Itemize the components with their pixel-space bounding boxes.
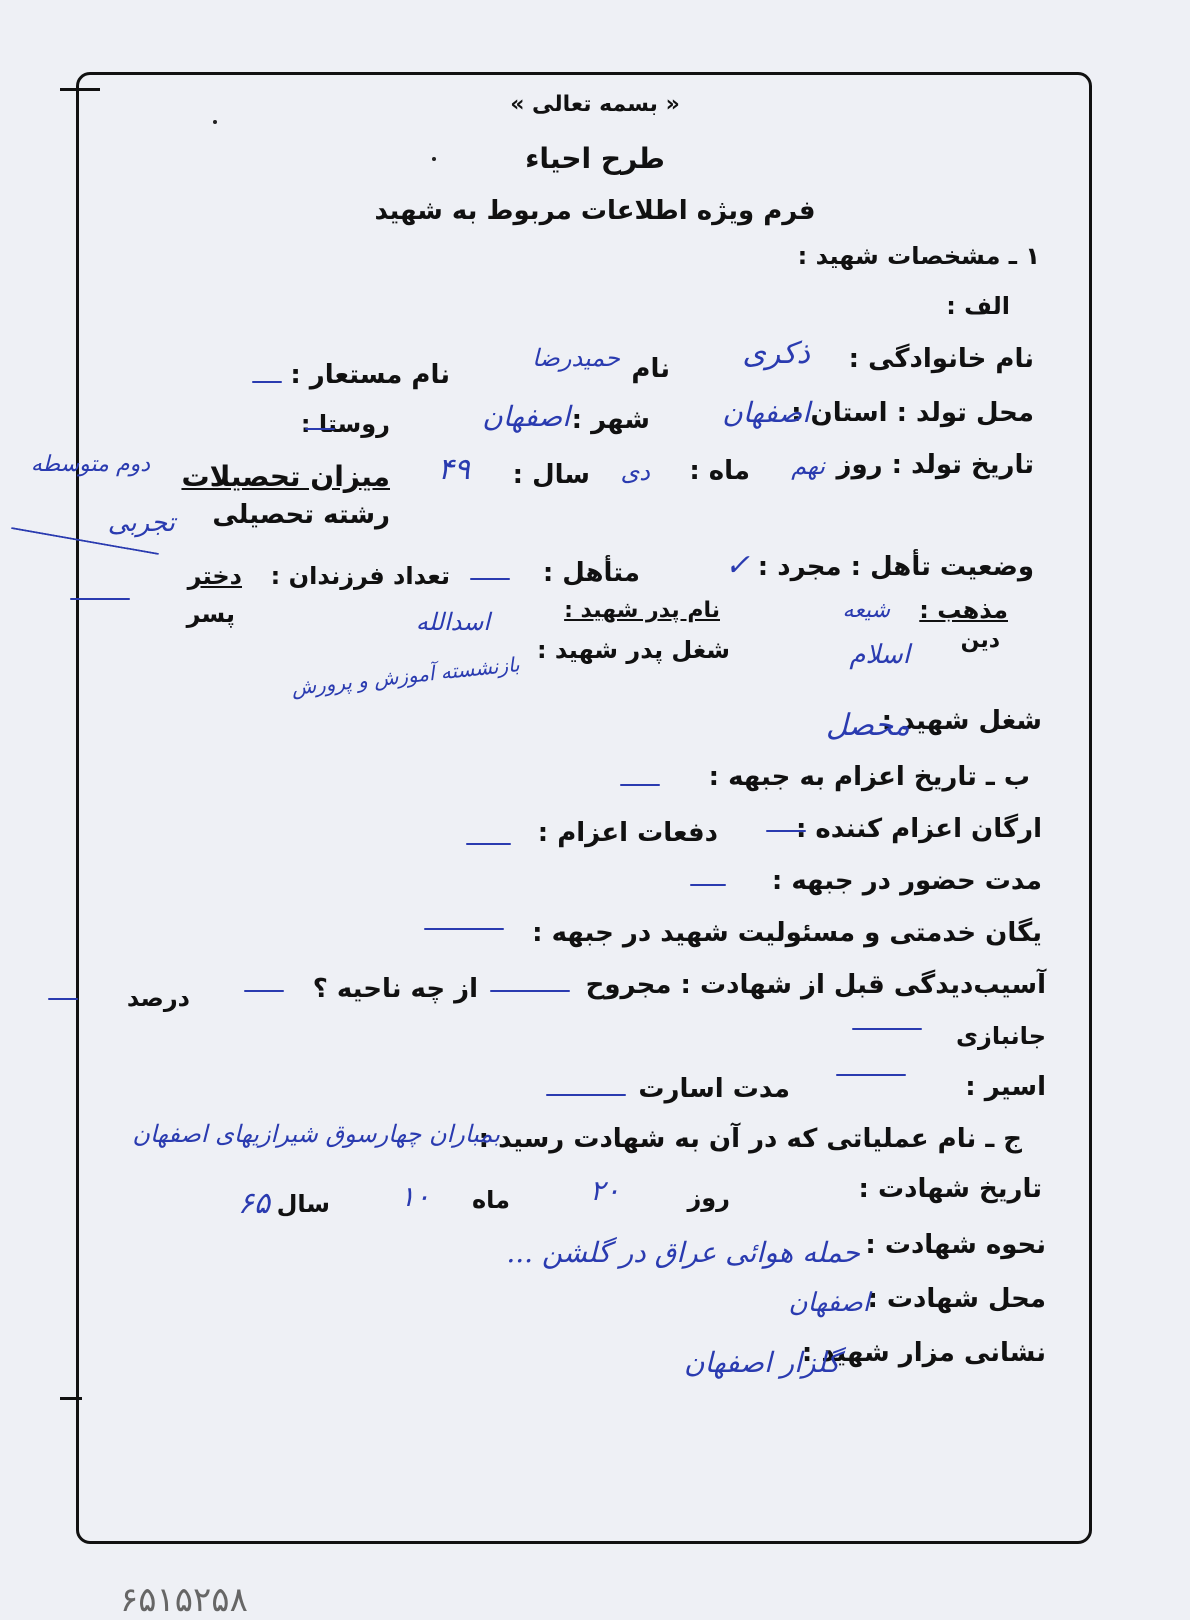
year-label: سال : (512, 460, 590, 490)
front-duration-label: مدت حضور در جبهه : (771, 866, 1042, 896)
plan-title: طرح احیاء (525, 142, 665, 175)
captivity-label: مدت اسارت (638, 1074, 790, 1104)
martyr-job-label: شغل شهید : (881, 706, 1042, 736)
manner-value: حمله هوائی عراق در گلشن ... (506, 1236, 860, 1269)
family-name-label: نام خانوادگی : (848, 344, 1034, 374)
percent-blank (48, 998, 78, 1000)
city-value: اصفهان (482, 400, 570, 433)
birth-month-value: دی (620, 458, 650, 486)
field-value: تجربی (107, 508, 175, 538)
father-name-value: اسدالله (415, 608, 490, 636)
form-border (76, 72, 1092, 1544)
dispatch-org-label: ارگان اعزام کننده : (795, 814, 1042, 844)
field-label: رشته تحصیلی (212, 500, 390, 530)
father-name-label: نام پدر شهید : (564, 598, 720, 623)
married-blank (470, 578, 510, 580)
village-label: روستا : (300, 410, 390, 438)
death-place-label: محل شهادت : (867, 1284, 1046, 1314)
part-a: الف : (946, 292, 1010, 320)
dispatch-date-blank (620, 784, 660, 786)
death-day-value: ۲۰ (589, 1174, 620, 1207)
speck (213, 120, 217, 124)
dispatch-org-blank (766, 830, 806, 832)
veteran-blank (852, 1028, 922, 1030)
dispatch-count-label: دفعات اعزام : (537, 818, 718, 848)
form-title: فرم ویژه اطلاعات مربوط به شهید (374, 196, 816, 226)
death-month-value: ۱۰ (399, 1180, 430, 1213)
single-check: ✓ (724, 548, 750, 583)
dispatch-count-blank (466, 843, 511, 845)
injury-blank (490, 990, 570, 992)
manner-label: نحوه شهادت : (865, 1230, 1046, 1260)
captive-label: اسیر : (965, 1072, 1046, 1102)
border-extension (60, 88, 100, 91)
region-blank (244, 990, 284, 992)
sect-label: مذهب : (919, 596, 1008, 624)
captivity-blank (546, 1094, 626, 1096)
father-job-label: شغل پدر شهید : (536, 636, 730, 664)
unit-blank (424, 928, 504, 930)
city-label: شهر : (571, 405, 650, 435)
grave-value: گلزار اصفهان (684, 1346, 840, 1379)
archive-number: ۶۵۱۵۲۵۸ (120, 1580, 248, 1620)
region-label: از چه ناحیه ؟ (312, 974, 478, 1004)
sect-value: شیعه (842, 598, 890, 623)
birthplace-label: محل تولد : استان : (791, 398, 1034, 428)
father-job-value: بازنشسته آموزش و پرورش (290, 652, 521, 700)
religion-value: اسلام (849, 640, 910, 670)
married-label: متأهل : (542, 558, 640, 588)
unit-label: یگان خدمتی و مسئولیت شهید در جبهه : (532, 918, 1042, 948)
percent-label: درصد (126, 984, 190, 1012)
family-name-value: ذکری (742, 336, 810, 371)
front-duration-blank (690, 884, 726, 886)
margin-tick (60, 1397, 82, 1400)
bismillah: « بسمه تعالی » (510, 92, 680, 117)
death-year-value: ۶۵ (237, 1186, 270, 1221)
religion-label: دین (960, 628, 1000, 653)
part-b: ب ـ تاریخ اعزام به جبهه : (708, 762, 1030, 792)
alias-label: نام مستعار : (290, 360, 450, 390)
children-label: تعداد فرزندان : (270, 562, 450, 590)
province-value: اصفهان (722, 396, 810, 429)
part-c: ج ـ نام عملیاتی که در آن به شهادت رسید : (478, 1124, 1022, 1154)
death-place-value: اصفهان (788, 1288, 870, 1318)
alias-blank (252, 381, 282, 383)
day-label: روز (687, 1184, 730, 1212)
birth-year-value: ۴۹ (437, 452, 470, 487)
birth-day-value: نهم (791, 452, 825, 480)
grave-label: نشانی مزار شهید : (801, 1338, 1046, 1368)
captive-blank (836, 1074, 906, 1076)
children-blank (70, 598, 130, 600)
education-level-value: دوم متوسطه (30, 452, 150, 477)
injury-label: آسیب‌دیدگی قبل از شهادت : مجروح (585, 970, 1046, 1000)
name-label: نام (631, 354, 670, 384)
son-label: پسر (186, 600, 235, 628)
death-date-label: تاریخ شهادت : (858, 1174, 1042, 1204)
village-blank (305, 428, 335, 430)
martyr-job-value: محصل (825, 708, 910, 743)
name-value: حمیدرضا (532, 344, 620, 372)
daughter-label: دختر (187, 562, 242, 590)
veteran-label: جانبازی (956, 1022, 1046, 1050)
education-level-label: میزان تحصیلات (181, 460, 390, 493)
section-title: ۱ ـ مشخصات شهید : (797, 242, 1040, 270)
year-label-2: سال (276, 1190, 330, 1218)
birthdate-label: تاریخ تولد : روز (836, 450, 1034, 480)
operation-value: بمباران چهارسوق شیرازیهای اصفهان (132, 1120, 500, 1148)
month-label: ماه : (689, 456, 750, 486)
month-label-2: ماه (471, 1186, 510, 1214)
marital-label: وضعیت تأهل : مجرد : (757, 552, 1034, 582)
